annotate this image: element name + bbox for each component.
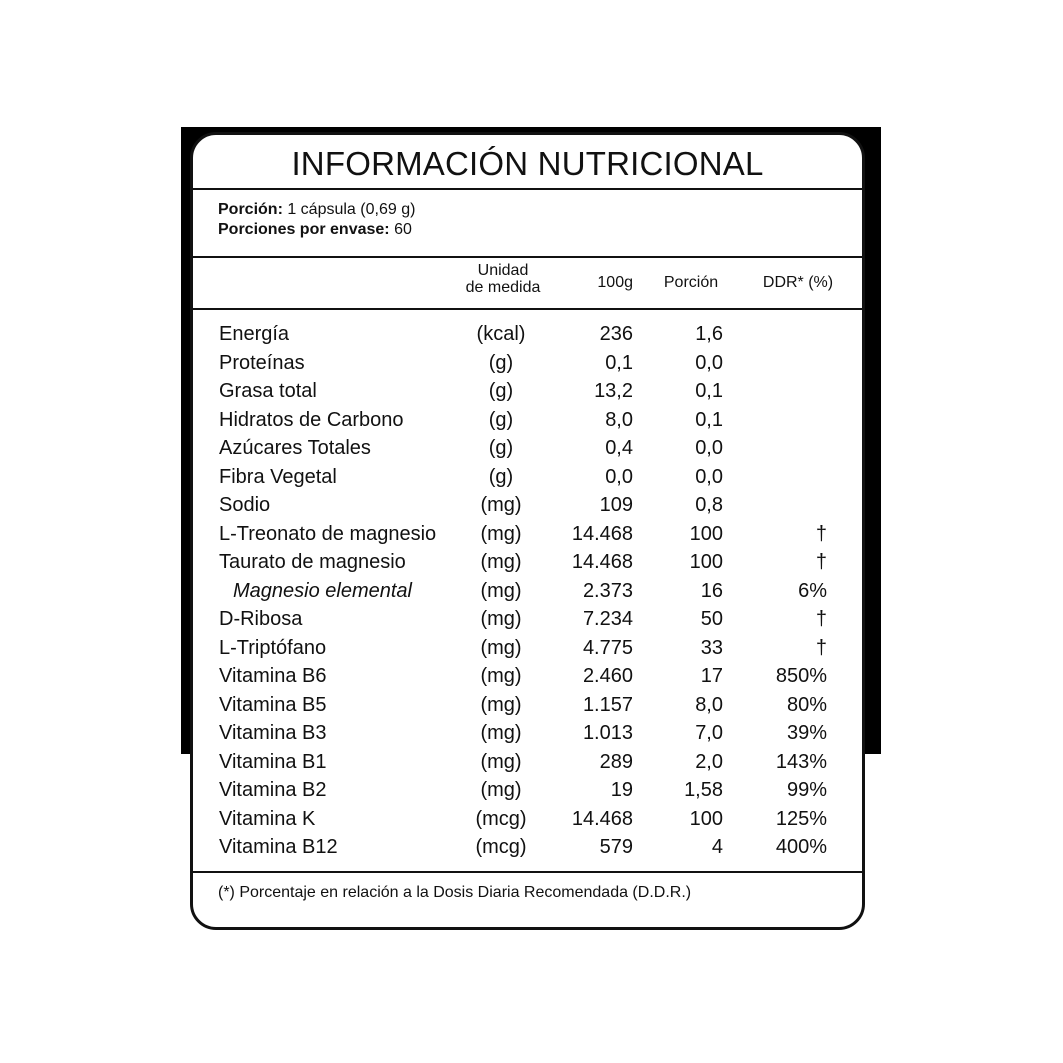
nutrient-portion: 8,0 [695,693,723,716]
nutrient-portion: 0,1 [695,380,723,402]
nutrient-per100: 1.157 [582,693,633,716]
nutrient-unit: (g) [488,351,514,374]
nutrient-per100: 579 [599,836,633,858]
table-row [193,719,862,748]
portion-label: Porción: [218,201,283,218]
servings-per-pack-value: 60 [389,221,412,238]
nutrient-ddr: † [815,608,827,630]
table-row [193,662,862,691]
nutrient-name: L-Triptófano [219,636,327,659]
nutrient-per100: 236 [599,323,633,345]
column-header-ddr: DDR* (%) [762,274,834,291]
nutrient-portion: 0,0 [695,465,723,488]
nutrient-portion: 1,58 [684,779,723,801]
nutrient-name: Energía [219,323,290,345]
portion-line [218,200,862,220]
table-row [193,833,862,862]
nutrient-unit: (g) [488,465,514,488]
table-row [193,320,862,349]
nutrient-unit: (mg) [480,551,522,573]
nutrient-unit: (mg) [480,579,522,602]
table-row [193,691,862,720]
nutrient-ddr: 6% [798,579,827,602]
nutrient-ddr: 99% [786,779,827,801]
column-header-unit [448,262,558,296]
table-row [193,349,862,378]
nutrient-name: Vitamina B12 [219,836,338,858]
nutrient-portion: 0,8 [695,494,723,516]
nutrient-ddr: 125% [775,807,827,830]
nutrient-per100: 2.373 [582,579,633,602]
nutrient-portion: 7,0 [695,722,723,744]
table-row [193,634,862,663]
column-headers [193,258,862,310]
nutrient-portion: 1,6 [695,323,723,345]
nutrient-name: D-Ribosa [219,608,303,630]
nutrient-name: Grasa total [219,380,317,402]
nutrient-per100: 19 [610,779,633,801]
nutrient-per100: 0,4 [605,437,633,459]
nutrient-portion: 50 [700,608,723,630]
nutrient-ddr: 400% [775,836,827,858]
nutrient-unit: (mg) [480,522,522,545]
nutrient-per100: 0,0 [605,465,633,488]
title-row [193,135,862,190]
nutrient-name: Vitamina B5 [219,693,327,716]
servings-per-pack-label: Porciones por envase: [218,221,390,238]
nutrient-name: Azúcares Totales [219,437,371,459]
nutrient-portion: 0,1 [695,408,723,431]
table-row [193,605,862,634]
nutrient-name: Magnesio elemental [233,579,412,602]
nutrient-unit: (mcg) [475,836,527,858]
table-row [193,577,862,606]
table-row [193,406,862,435]
nutrient-unit: (mcg) [475,807,527,830]
column-header-unit-line2: de medida [465,279,541,296]
nutrient-unit: (mg) [480,608,522,630]
nutrient-portion: 16 [700,579,723,602]
nutrient-name: Vitamina K [219,807,316,830]
nutrient-portion: 0,0 [695,437,723,459]
nutrient-name: Vitamina B6 [219,665,327,687]
nutrient-unit: (mg) [480,494,522,516]
nutrient-portion: 2,0 [695,750,723,773]
nutrient-unit: (mg) [480,779,522,801]
nutrient-per100: 1.013 [582,722,633,744]
nutrient-per100: 109 [599,494,633,516]
nutrient-portion: 100 [689,522,723,545]
table-row [193,805,862,834]
nutrient-unit: (mg) [480,722,522,744]
nutrient-ddr: † [815,551,827,573]
portion-value: 1 cápsula (0,69 g) [282,201,416,218]
nutrient-portion: 4 [711,836,723,858]
nutrient-portion: 100 [689,551,723,573]
nutrient-ddr: † [815,636,827,659]
table-row [193,520,862,549]
nutrient-name: Hidratos de Carbono [219,408,404,431]
nutrient-ddr: 850% [775,665,827,687]
nutrient-portion: 17 [700,665,723,687]
nutrient-per100: 13,2 [594,380,633,402]
nutrient-name: L-Treonato de magnesio [219,522,437,545]
footnote: (*) Porcentaje en relación a la Dosis Diaria Recomendada (D.D.R.) [193,871,862,930]
column-header-unit-line1: Unidad [477,262,529,279]
nutrient-name: Sodio [219,494,271,516]
table-row [193,776,862,805]
nutrient-rows [193,320,862,862]
nutrient-ddr: 80% [786,693,827,716]
nutrient-per100: 7.234 [582,608,633,630]
table-row [193,463,862,492]
nutrient-unit: (g) [488,437,514,459]
nutrient-name: Proteínas [219,351,305,374]
nutrient-name: Vitamina B2 [219,779,327,801]
nutrient-unit: (mg) [480,750,522,773]
nutrient-ddr: 39% [786,722,827,744]
nutrient-per100: 4.775 [582,636,633,659]
nutrient-per100: 14.468 [571,522,633,545]
table-row [193,748,862,777]
table-row [193,548,862,577]
nutrient-portion: 33 [700,636,723,659]
table-row [193,491,862,520]
servings-per-pack-line [218,220,862,240]
column-header-portion: Porción [663,274,719,291]
nutrient-per100: 14.468 [571,807,633,830]
column-header-per100: 100g [597,274,633,291]
nutrient-portion: 100 [689,807,723,830]
table-row [193,434,862,463]
nutrient-unit: (mg) [480,636,522,659]
table-row [193,377,862,406]
nutrient-name: Taurato de magnesio [219,551,406,573]
nutrient-unit: (mg) [480,693,522,716]
nutrient-name: Fibra Vegetal [219,465,337,488]
nutrient-unit: (g) [488,380,514,402]
nutrient-per100: 14.468 [571,551,633,573]
nutrient-per100: 0,1 [605,351,633,374]
nutrient-portion: 0,0 [695,351,723,374]
serving-info [193,190,862,258]
label-title: INFORMACIÓN NUTRICIONAL [291,145,764,182]
nutrient-per100: 2.460 [582,665,633,687]
nutrient-unit: (kcal) [476,323,526,345]
nutrient-unit: (mg) [480,665,522,687]
nutrient-per100: 289 [599,750,633,773]
nutrient-ddr: 143% [775,750,827,773]
nutrient-ddr: † [815,522,827,545]
nutrient-per100: 8,0 [605,408,633,431]
nutrition-label [190,132,865,930]
nutrient-name: Vitamina B1 [219,750,327,773]
nutrient-unit: (g) [488,408,514,431]
nutrient-name: Vitamina B3 [219,722,327,744]
